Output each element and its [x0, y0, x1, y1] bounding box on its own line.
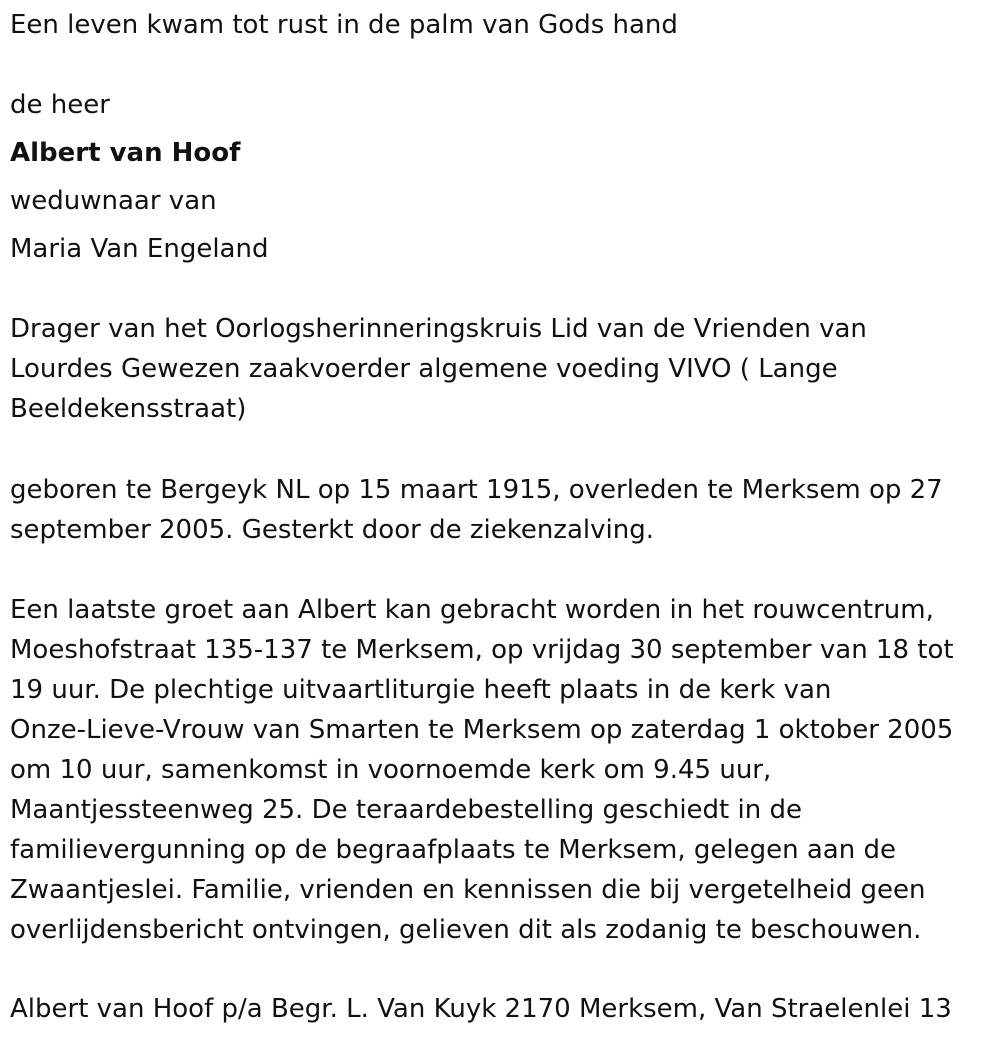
ceremony-line: Maantjessteenweg 25. De teraardebestelling geschiedt in de — [10, 795, 802, 825]
birth-death-paragraph — [10, 470, 985, 550]
address-line: Albert van Hoof p/a Begr. L. Van Kuyk 2170 Merksem, Van Straelenlei 13 — [10, 994, 952, 1024]
ceremony-line: Een laatste groet aan Albert kan gebracht worden in het rouwcentrum, — [10, 595, 934, 625]
distinctions-paragraph — [10, 309, 985, 429]
ceremony-line: overlijdensbericht ontvingen, gelieven dit als zodanig te beschouwen. — [10, 915, 922, 945]
birth-death-line: geboren te Bergeyk NL op 15 maart 1915, overleden te Merksem op 27 — [10, 475, 943, 505]
distinctions-line: Beeldekensstraat) — [10, 394, 247, 424]
opening-line: Een leven kwam tot rust in de palm van Gods hand — [10, 10, 678, 40]
ceremony-line: Moeshofstraat 135-137 te Merksem, op vrijdag 30 september van 18 tot — [10, 635, 954, 665]
birth-death-line: september 2005. Gesterkt door de ziekenzalving. — [10, 515, 654, 545]
ceremony-line: Onze-Lieve-Vrouw van Smarten te Merksem op zaterdag 1 oktober 2005 — [10, 715, 954, 745]
ceremony-line: Zwaantjeslei. Familie, vrienden en kennissen die bij vergetelheid geen — [10, 875, 926, 905]
ceremony-line: familievergunning op de begraafplaats te Merksem, gelegen aan de — [10, 835, 896, 865]
ceremony-paragraph — [10, 590, 985, 950]
spouse-name: Maria Van Engeland — [10, 234, 269, 264]
distinctions-line: Lourdes Gewezen zaakvoerder algemene voeding VIVO ( Lange — [10, 354, 838, 384]
ceremony-line: 19 uur. De plechtige uitvaartliturgie heeft plaats in de kerk van — [10, 675, 832, 705]
ceremony-line: om 10 uur, samenkomst in voornoemde kerk om 9.45 uur, — [10, 755, 772, 785]
relation-label: weduwnaar van — [10, 186, 217, 216]
salutation: de heer — [10, 90, 110, 120]
distinctions-line: Drager van het Oorlogsherinneringskruis Lid van de Vrienden van — [10, 314, 867, 344]
deceased-name: Albert van Hoof — [10, 138, 241, 168]
